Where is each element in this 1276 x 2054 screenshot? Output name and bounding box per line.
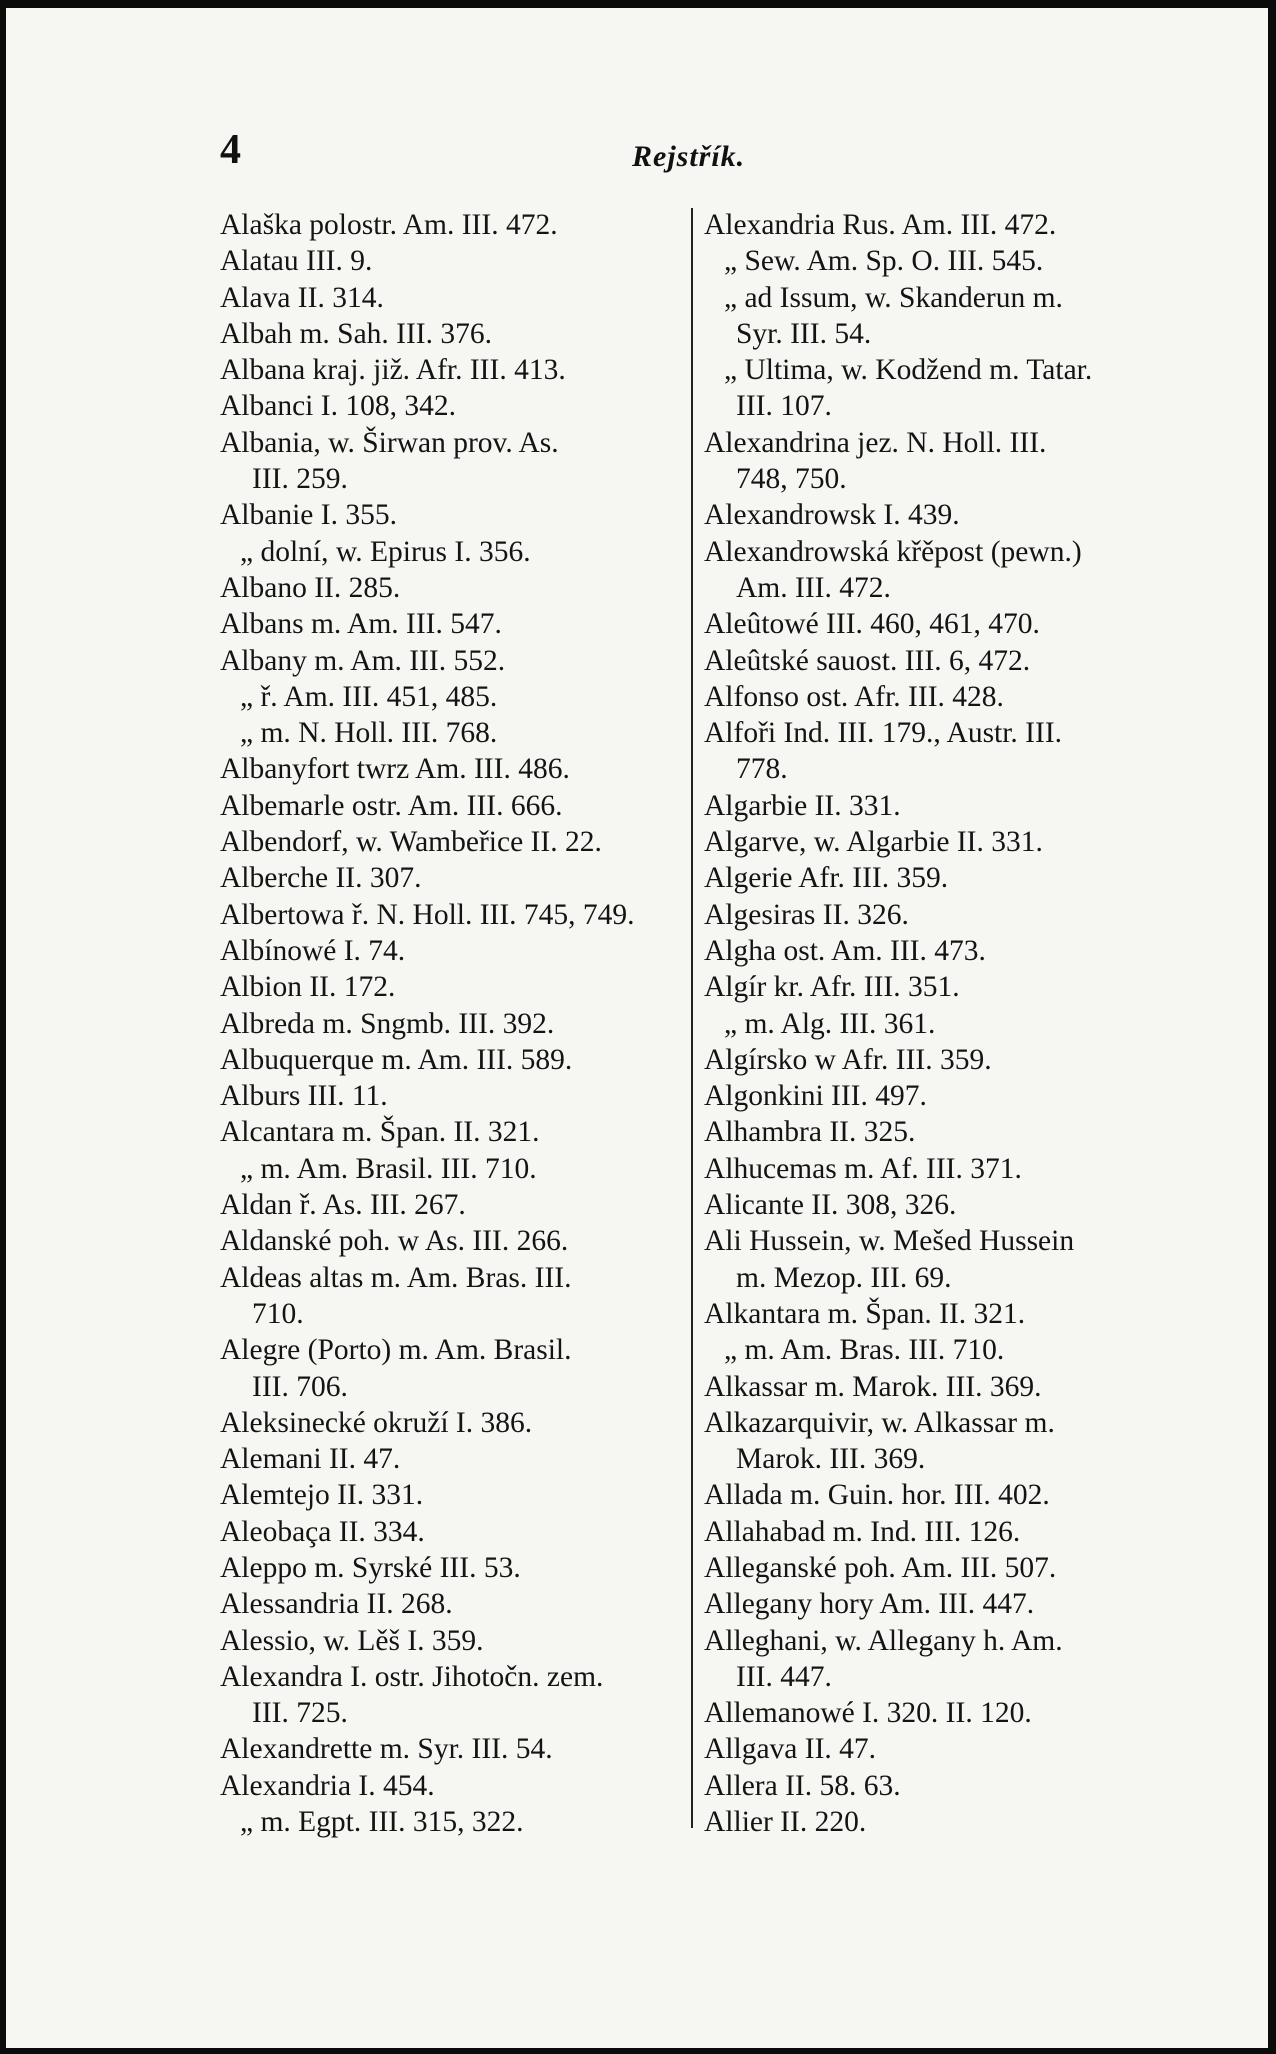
index-entry [704,352,1174,425]
index-entry [704,679,1174,715]
index-entry-text: Alexandria Rus. Am. III. 472. [704,209,1057,241]
index-entry [704,534,1174,607]
index-entry-text: „ Ultima, w. Kodžend m. Tatar. [724,354,1093,387]
index-entry [220,933,675,969]
index-entry [220,280,675,316]
index-entry-text: Allegany hory Am. III. 447. [704,1588,1035,1621]
index-entry [220,1768,675,1804]
index-entry [704,860,1174,896]
index-entry-text: Alicante II. 308, 326. [704,1189,957,1222]
index-entry-text: Alemtejo II. 331. [220,1479,424,1512]
index-entry-text: Albínowé I. 74. [220,934,406,967]
index-entry [704,1731,1174,1767]
index-entry-text: Allera II. 58. 63. [704,1769,901,1802]
index-entry-text: Alexandra I. ostr. Jihotočn. zem. [220,1660,604,1693]
index-entry [220,1405,675,1441]
index-entry [704,969,1174,1005]
index-entry-text: Alburs III. 11. [220,1080,388,1113]
index-entry [220,388,675,424]
index-entry [220,643,675,679]
index-entry [220,352,675,388]
index-entry-text: Aldan ř. As. III. 267. [220,1189,466,1222]
index-entry-continuation: III. 447. [736,1660,832,1693]
index-entry [220,316,675,352]
running-head-title: Rejstřík. [632,140,746,173]
page-header [6,126,1268,186]
index-entry-text: „ m. Am. Brasil. III. 710. [240,1152,537,1185]
index-entry-continuation: m. Mezop. III. 69. [736,1261,952,1294]
index-entry [704,425,1174,498]
index-entry-text: Alhambra II. 325. [704,1116,916,1149]
index-entry-text: Alatau III. 9. [220,245,373,278]
index-entry-text: Alessandria II. 268. [220,1588,453,1621]
index-entry-text: Albany m. Am. III. 552. [220,644,506,677]
index-entry-continuation: Marok. III. 369. [736,1443,926,1476]
index-entry-text: Aldanské poh. w As. III. 266. [220,1225,569,1258]
index-entry-continuation: Am. III. 472. [736,571,891,604]
index-entry-text: Albanyfort twrz Am. III. 486. [220,753,570,786]
index-entry [220,497,675,533]
index-entry [220,969,675,1005]
index-entry [704,824,1174,860]
index-entry-text: Albion II. 172. [220,971,396,1004]
index-entry-text: Alemani II. 47. [220,1443,401,1476]
index-entry-continuation: 748, 750. [736,463,847,496]
index-entry-text: Allgava II. 47. [704,1733,877,1766]
index-entry-text: „ Sew. Am. Sp. O. III. 545. [724,245,1044,278]
index-entry [704,1042,1174,1078]
index-entry-text: Alexandrina jez. N. Holl. III. [704,426,1047,459]
index-entry-text: Algonkini III. 497. [704,1080,927,1113]
index-entry-text: Albanci I. 108, 342. [220,390,456,423]
index-entry [704,497,1174,533]
index-entry-continuation: 778. [736,753,788,786]
index-entry [704,897,1174,933]
index-entry [704,1187,1174,1223]
index-entry-text: Algerie Afr. III. 359. [704,862,949,895]
index-entry-continuation: III. 107. [736,390,832,423]
index-entry [704,606,1174,642]
index-entry-text: Aldeas altas m. Am. Bras. III. [220,1261,572,1294]
index-entry [220,1260,675,1333]
index-entry-text: Algesiras II. 326. [704,898,909,931]
index-entry [220,1550,675,1586]
index-entry [704,788,1174,824]
index-entry [220,1514,675,1550]
index-entry-text: Allahabad m. Ind. III. 126. [704,1515,1021,1548]
index-entry [704,1768,1174,1804]
index-entry-text: Alcantara m. Špan. II. 321. [220,1116,540,1149]
index-entry [704,1695,1174,1731]
index-entry-text: Aleûtské sauost. III. 6, 472. [704,644,1031,677]
index-entry [220,715,675,751]
index-entry-text: Alexandrette m. Syr. III. 54. [220,1733,553,1766]
index-entry [220,751,675,787]
index-entry [704,1405,1174,1478]
index-entry [704,1550,1174,1586]
index-entry-text: Albemarle ostr. Am. III. 666. [220,789,563,822]
index-entry-text: Alexandria I. 454. [220,1769,435,1802]
index-entry [220,897,675,933]
index-entry [704,207,1174,243]
index-column-left [220,207,675,1840]
index-entry-text: Aleppo m. Syrské III. 53. [220,1551,521,1584]
index-entry-text: Alaška polostr. Am. III. 472. [220,209,558,241]
index-entry-text: „ m. N. Holl. III. 768. [240,717,498,750]
index-entry [704,1369,1174,1405]
index-entry [704,643,1174,679]
index-entry-text: „ m. Egpt. III. 315, 322. [240,1806,524,1839]
index-entry-text: Albano II. 285. [220,571,401,604]
index-entry [704,1078,1174,1114]
index-entry-text: Algarve, w. Algarbie II. 331. [704,826,1043,859]
index-entry-text: Algha ost. Am. III. 473. [704,934,986,967]
index-entry-text: „ m. Alg. III. 361. [724,1007,936,1040]
index-entry [220,1187,675,1223]
index-entry-text: Alkantara m. Špan. II. 321. [704,1297,1026,1330]
index-entry [704,933,1174,969]
index-entry-text: „ ř. Am. III. 451, 485. [240,680,498,713]
index-entry [220,1042,675,1078]
column-divider [691,208,693,1828]
index-entry [220,1586,675,1622]
index-entry [220,1731,675,1767]
index-entry-text: Aleobaça II. 334. [220,1515,425,1548]
index-entry-text: Albertowa ř. N. Holl. III. 745, 749. [220,898,635,931]
index-entry-text: Albana kraj. již. Afr. III. 413. [220,354,566,387]
index-entry-continuation: III. 259. [252,463,348,496]
index-entry [704,1006,1174,1042]
index-entry-continuation: III. 725. [252,1697,348,1730]
book-page [6,8,1268,2048]
index-entry [704,1804,1174,1840]
index-entry [704,1477,1174,1513]
index-entry-text: Allier II. 220. [704,1806,867,1839]
index-entry [220,1006,675,1042]
index-entry-text: Alegre (Porto) m. Am. Brasil. [220,1334,572,1367]
index-entry-text: Albuquerque m. Am. III. 589. [220,1043,573,1076]
index-entry-continuation: Syr. III. 54. [736,317,872,350]
index-entry [220,788,675,824]
index-entry-text: Albendorf, w. Wambeřice II. 22. [220,826,602,859]
index-entry-text: Albreda m. Sngmb. III. 392. [220,1007,555,1040]
index-entry [220,1623,675,1659]
index-entry [220,824,675,860]
index-column-right [704,207,1174,1840]
index-entry-text: Albanie I. 355. [220,499,397,532]
index-entry [220,1078,675,1114]
index-entry [220,860,675,896]
index-entry-text: Aleksinecké okruží I. 386. [220,1406,533,1439]
index-entry-text: „ dolní, w. Epirus I. 356. [240,535,531,568]
index-entry [704,280,1174,353]
index-entry-text: Albania, w. Širwan prov. As. [220,426,559,459]
index-entry [704,1151,1174,1187]
index-entry-text: Aleûtowé III. 460, 461, 470. [704,608,1040,641]
index-entry-text: Albans m. Am. III. 547. [220,608,502,641]
index-entry [220,606,675,642]
index-entry-text: Alhucemas m. Af. III. 371. [704,1152,1022,1185]
index-entry-text: Alfonso ost. Afr. III. 428. [704,680,1004,713]
index-entry-text: Alexandrowsk I. 439. [704,499,960,532]
index-entry [220,1477,675,1513]
index-entry [220,1441,675,1477]
index-entry-text: „ ad Issum, w. Skanderun m. [724,281,1063,314]
index-entry-text: Ali Hussein, w. Mešed Hussein [704,1225,1075,1258]
index-entry-text: Alberche II. 307. [220,862,422,895]
index-entry-text: Algír kr. Afr. III. 351. [704,971,960,1004]
index-entry [704,1623,1174,1696]
index-entry-text: Alkazarquivir, w. Alkassar m. [704,1406,1055,1439]
index-entry-text: Alleghani, w. Allegany h. Am. [704,1624,1063,1657]
index-entry [220,207,675,243]
index-entry [704,1586,1174,1622]
index-entry-continuation: III. 706. [252,1370,348,1403]
index-entry-text: Algarbie II. 331. [704,789,901,822]
index-entry-text: Albah m. Sah. III. 376. [220,317,493,350]
index-entry [704,1514,1174,1550]
index-entry-text: Allada m. Guin. hor. III. 402. [704,1479,1050,1512]
index-entry [704,1114,1174,1150]
index-entry-text: Alava II. 314. [220,281,384,314]
index-entry-text: Allemanowé I. 320. II. 120. [704,1697,1032,1730]
index-entry-text: Alexandrowská křěpost (pewn.) [704,535,1082,568]
index-entry-text: Alleganské poh. Am. III. 507. [704,1551,1057,1584]
index-entry-text: „ m. Am. Bras. III. 710. [724,1334,1005,1367]
index-entry [220,1804,675,1840]
index-entry-text: Alfoři Ind. III. 179., Austr. III. [704,717,1063,750]
index-entry [220,534,675,570]
index-entry [220,1151,675,1187]
index-entry-text: Alkassar m. Marok. III. 369. [704,1370,1042,1403]
index-entry [220,1114,675,1150]
index-entry-continuation: 710. [252,1297,304,1330]
index-entry-text: Algírsko w Afr. III. 359. [704,1043,992,1076]
index-entry [220,570,675,606]
index-entry-text: Alessio, w. Lěš I. 359. [220,1624,484,1657]
index-entry [704,1332,1174,1368]
index-entry [220,1659,675,1732]
index-entry [704,243,1174,279]
index-entry [220,243,675,279]
index-entry [704,1223,1174,1296]
index-entry [220,1223,675,1259]
index-entry [704,1296,1174,1332]
index-entry [220,425,675,498]
index-entry [220,1332,675,1405]
index-entry [220,679,675,715]
index-entry [704,715,1174,788]
page-number: 4 [220,127,241,173]
